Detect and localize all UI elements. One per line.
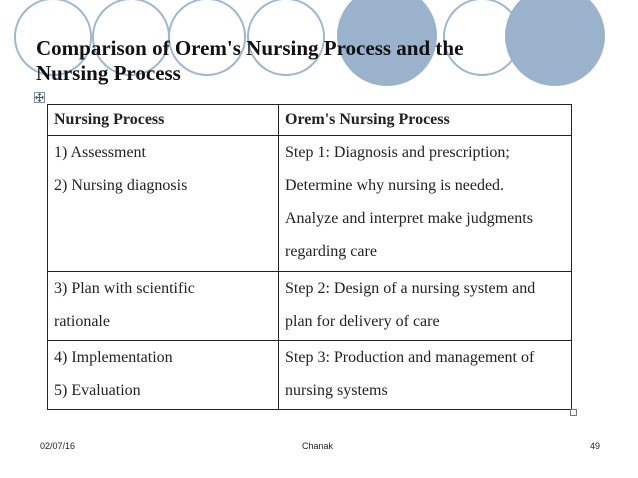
table-header-row — [48, 105, 572, 136]
cell-line: 5) Evaluation — [54, 381, 141, 399]
resize-handle-icon[interactable] — [570, 409, 577, 416]
cell-line: nursing systems — [285, 381, 388, 399]
table-cell — [48, 340, 279, 409]
header-orems-nursing-process: Orem's Nursing Process — [279, 105, 572, 136]
table-row — [48, 340, 572, 409]
table-cell — [279, 136, 572, 271]
cell-line: 1) Assessment — [54, 144, 146, 162]
cell-line: 2) Nursing diagnosis — [54, 177, 188, 195]
cell-line: Determine why nursing is needed. — [285, 177, 505, 195]
cell-line: 4) Implementation — [54, 348, 173, 366]
cell-line: plan for delivery of care — [285, 312, 440, 330]
comparison-table — [47, 104, 572, 410]
cell-line: regarding care — [285, 243, 377, 261]
footer-date: 02/07/16 — [40, 441, 76, 451]
move-arrows-icon[interactable] — [34, 92, 45, 103]
slide-title-line-2: Nursing Process — [36, 61, 181, 85]
slide-title-line-1: Comparison of Orem's Nursing Process and the — [36, 36, 464, 60]
footer-author: Chanak — [302, 441, 334, 451]
cell-line: Step 2: Design of a nursing system and — [285, 279, 536, 297]
cell-line: Analyze and interpret make judgments — [285, 210, 533, 228]
slide-title — [36, 36, 616, 86]
table-cell — [279, 340, 572, 409]
table-row — [48, 136, 572, 271]
cell-line: Step 1: Diagnosis and prescription; — [285, 144, 510, 162]
table-cell — [48, 136, 279, 271]
header-nursing-process: Nursing Process — [48, 105, 279, 136]
cell-line: rationale — [54, 312, 110, 330]
cell-line: Step 3: Production and management of — [285, 348, 535, 366]
cell-line: 3) Plan with scientific — [54, 279, 195, 297]
footer-page-number: 49 — [590, 441, 601, 451]
table-cell — [48, 271, 279, 340]
table-cell — [279, 271, 572, 340]
table-row — [48, 271, 572, 340]
